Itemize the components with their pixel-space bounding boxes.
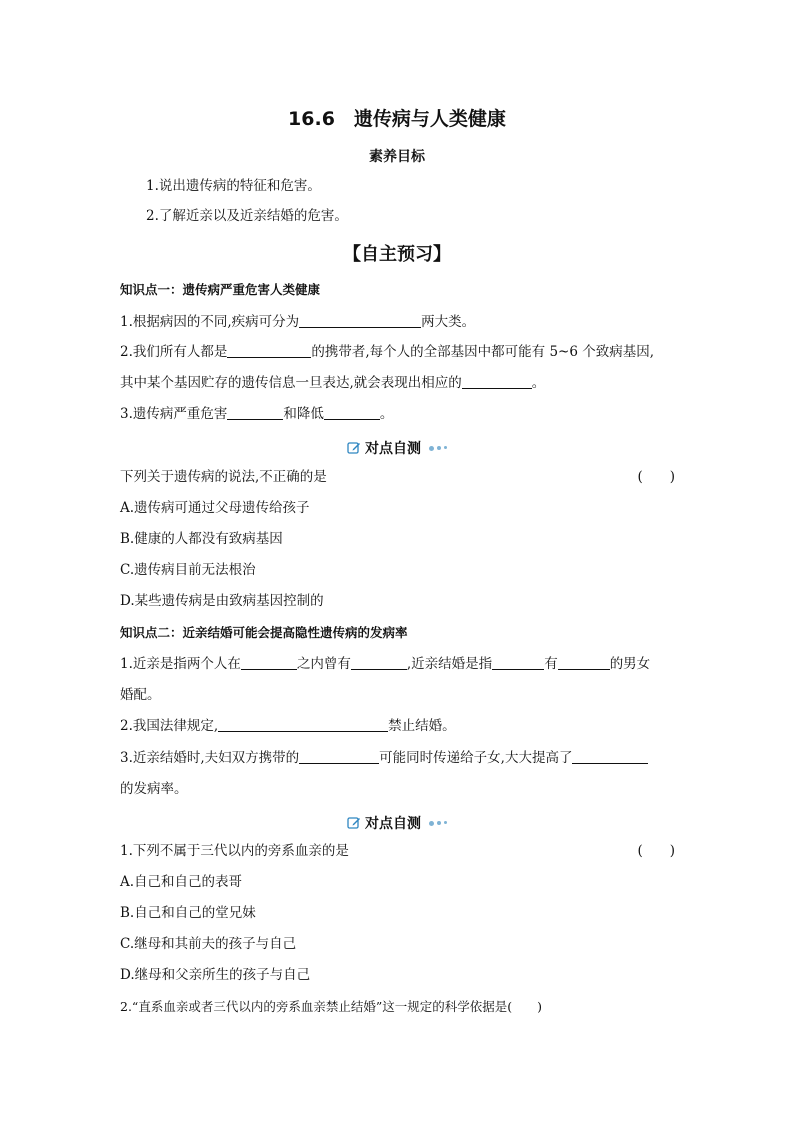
answer-blank[interactable] xyxy=(324,405,380,420)
answer-blank[interactable] xyxy=(227,343,311,358)
selftest-2-question-2: 2.“直系血亲或者三代以内的旁系血亲禁止结婚”这一规定的科学依据是( ) xyxy=(120,999,542,1014)
selftest-1-option-c: C.遗传病目前无法根治 xyxy=(120,562,256,578)
answer-blank[interactable] xyxy=(462,374,532,389)
goal-1: 1.说出遗传病的特征和危害。 xyxy=(146,178,321,194)
page-subtitle: 素养目标 xyxy=(369,149,425,165)
answer-blank[interactable] xyxy=(241,655,297,670)
kp2-question-1-cont: 婚配。 xyxy=(120,687,161,703)
kp1-question-1: 1.根据病因的不同,疾病可分为 两大类。 xyxy=(120,314,476,330)
selftest-1-option-a: A.遗传病可通过父母遗传给孩子 xyxy=(120,500,310,516)
selftest-2-option-a: A.自己和自己的表哥 xyxy=(120,874,243,890)
selftest-2-banner: 对点自测 xyxy=(0,813,794,834)
kp1-question-2: 2.我们所有人都是 的携带者,每个人的全部基因中都可能有 5~6 个致病基因, xyxy=(120,344,655,360)
selftest-1-question: 下列关于遗传病的说法,不正确的是 ( ) xyxy=(120,469,675,485)
answer-blank[interactable] xyxy=(572,749,648,764)
kp1-question-3: 3.遗传病严重危害 和降低 。 xyxy=(120,406,394,422)
answer-blank[interactable] xyxy=(558,655,610,670)
selftest-2-option-c: C.继母和其前夫的孩子与自己 xyxy=(120,936,297,952)
selftest-1-option-d: D.某些遗传病是由致病基因控制的 xyxy=(120,593,324,609)
answer-blank[interactable] xyxy=(351,655,407,670)
kp2-question-3-cont: 的发病率。 xyxy=(120,781,188,797)
answer-blank[interactable] xyxy=(218,717,388,732)
selftest-2-option-d: D.继母和父亲所生的孩子与自己 xyxy=(120,967,311,983)
kp2-heading: 知识点二：近亲结婚可能会提高隐性遗传病的发病率 xyxy=(120,625,408,640)
decorative-dots xyxy=(429,821,447,826)
selftest-1-banner: 对点自测 xyxy=(0,438,794,459)
kp2-question-3: 3.近亲结婚时,夫妇双方携带的 可能同时传递给子女,大大提高了 xyxy=(120,748,675,768)
answer-parentheses[interactable]: ( ) xyxy=(637,843,675,859)
kp2-question-2: 2.我国法律规定, 禁止结婚。 xyxy=(120,718,456,734)
pencil-icon xyxy=(347,441,361,455)
kp1-heading: 知识点一：遗传病严重危害人类健康 xyxy=(120,282,321,297)
answer-blank[interactable] xyxy=(299,749,379,764)
selftest-2-question-1: 1.下列不属于三代以内的旁系血亲的是 ( ) xyxy=(120,843,675,859)
answer-blank[interactable] xyxy=(299,313,421,328)
selftest-2-option-b: B.自己和自己的堂兄妹 xyxy=(120,905,256,921)
selftest-1-option-b: B.健康的人都没有致病基因 xyxy=(120,531,283,547)
goal-2: 2.了解近亲以及近亲结婚的危害。 xyxy=(146,208,348,224)
decorative-dots xyxy=(429,446,447,451)
section-title: 【自主预习】 xyxy=(343,244,451,265)
kp1-question-2-cont: 其中某个基因贮存的遗传信息一旦表达,就会表现出相应的 。 xyxy=(120,375,546,391)
answer-blank[interactable] xyxy=(492,655,544,670)
pencil-icon xyxy=(347,816,361,830)
answer-parentheses[interactable]: ( ) xyxy=(637,469,675,485)
page-title: 16.6 遗传病与人类健康 xyxy=(288,108,506,130)
answer-blank[interactable] xyxy=(227,405,283,420)
kp2-question-1: 1.近亲是指两个人在 之内曾有 ,近亲结婚是指 有 的男女 xyxy=(120,656,651,672)
